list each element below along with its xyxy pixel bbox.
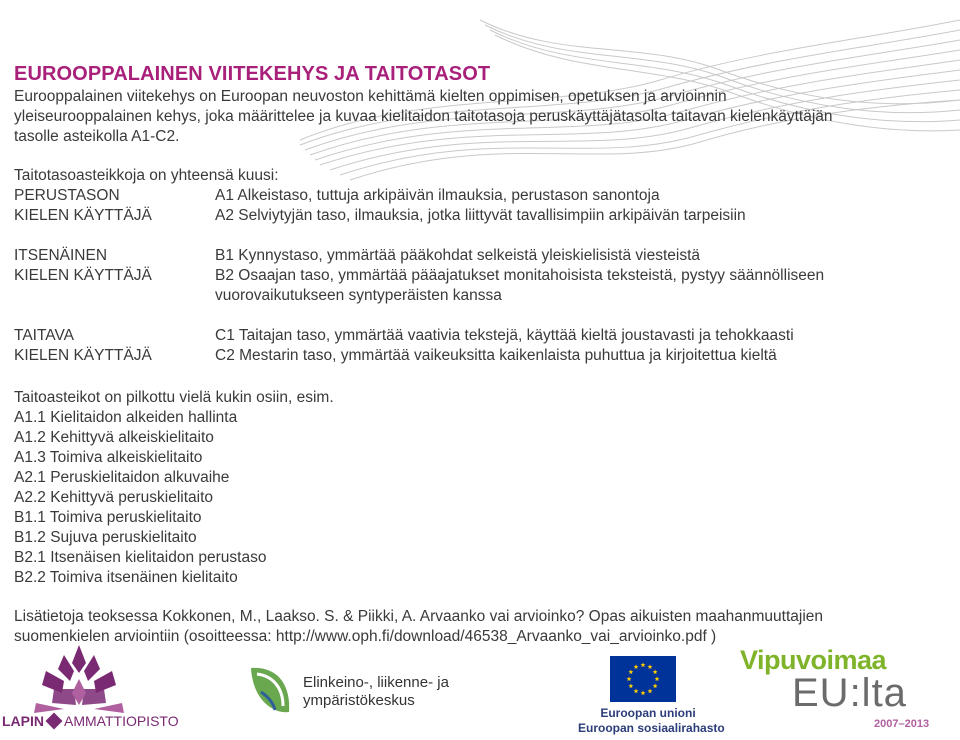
list-item: A2.2 Kehittyvä peruskielitaito [14, 489, 214, 506]
level-desc-independent [215, 246, 824, 306]
vipuvoimaa-subtitle: EU:lta [792, 671, 907, 715]
level-desc-basic [215, 186, 746, 226]
level-desc-line: B2 Osaajan taso, ymmärtää pääajatukset monitahoisista teksteistä, pystyy säännölliseen [215, 267, 825, 284]
lapin-word1: LAPIN [2, 713, 44, 729]
level-desc-line: vuorovaikutukseen syntyperäisten kanssa [215, 287, 502, 304]
level-desc-line: A2 Selviytyjän taso, ilmauksia, jotka liittyvät tavallisimpiin arkipäivän tarpeisiin [215, 207, 746, 224]
level-group-independent [14, 246, 152, 286]
level-group-label: PERUSTASON [14, 187, 120, 204]
scale-intro: Taitotasoasteikkoja on yhteensä kuusi: [14, 167, 279, 184]
eu-flag-icon [610, 656, 676, 702]
reference-line: suomenkielen arviointiin (osoitteessa: http://www.oph.fi/download/46538_Arvaanko_vai_arvioinko.pdf ) [14, 628, 717, 645]
list-item: A1.3 Toimiva alkeiskielitaito [14, 449, 203, 466]
vipuvoimaa-years: 2007–2013 [874, 718, 930, 730]
ely-keskus-logo [245, 662, 465, 722]
level-desc-proficient [215, 326, 794, 366]
level-desc-line: C1 Taitajan taso, ymmärtää vaativia tekstejä, käyttää kieltä joustavasti ja tehokkaasti [215, 327, 794, 344]
eu-name-line: Euroopan sosiaalirahasto [578, 721, 725, 735]
list-item: B2.2 Toimiva itsenäinen kielitaito [14, 569, 238, 586]
page-title: EUROOPPALAINEN VIITEKEHYS JA TAITOTASOT [14, 63, 491, 85]
list-item: B1.2 Sujuva peruskielitaito [14, 529, 197, 546]
level-group-proficient [14, 326, 152, 366]
list-item: B1.1 Toimiva peruskielitaito [14, 509, 202, 526]
level-group-label: KIELEN KÄYTTÄJÄ [14, 347, 152, 364]
vipuvoimaa-title: Vipuvoimaa [740, 645, 887, 675]
intro-line: Eurooppalainen viitekehys on Euroopan neuvoston kehittämä kielten oppimisen, opetuksen ja arvioinnin [14, 88, 727, 105]
ely-name-line: ympäristökeskus [303, 692, 415, 709]
level-desc-line: A1 Alkeistaso, tuttuja arkipäivän ilmauksia, perustason sanontoja [215, 187, 660, 204]
eu-name-line: Euroopan unioni [600, 706, 696, 720]
level-desc-line: C2 Mestarin taso, ymmärtää vaikeuksitta kaikenlaista puhuttua ja kirjoitettua kieltä [215, 347, 777, 364]
lapin-flower-icon [24, 645, 134, 715]
level-group-basic [14, 186, 152, 226]
level-group-label: KIELEN KÄYTTÄJÄ [14, 267, 152, 284]
level-group-label: ITSENÄINEN [14, 247, 108, 264]
level-group-label: TAITAVA [14, 327, 74, 344]
list-item: A2.1 Peruskielitaidon alkuvaihe [14, 469, 230, 486]
eu-logo [578, 656, 725, 740]
reference-line: Lisätietoja teoksessa Kokkonen, M., Laakso. S. & Piikki, A. Arvaanko vai arvioinko? Opas aikuisten maahanmuuttajien [14, 608, 824, 625]
vipuvoimaa-logo [740, 645, 940, 737]
sublevel-list [14, 388, 334, 588]
intro-line: tasolle asteikolla A1-C2. [14, 128, 180, 145]
ely-leaf-icon [245, 662, 297, 718]
level-desc-line: B1 Kynnystaso, ymmärtää pääkohdat selkeistä yleiskielisistä viesteistä [215, 247, 701, 264]
ely-name-line: Elinkeino-, liikenne- ja [303, 674, 449, 691]
reference-note [14, 607, 823, 647]
intro-paragraph [14, 87, 833, 147]
list-item: A1.2 Kehittyvä alkeiskielitaito [14, 429, 214, 446]
level-group-label: KIELEN KÄYTTÄJÄ [14, 207, 152, 224]
sublevel-intro: Taitoasteikot on pilkottu vielä kukin osiin, esim. [14, 389, 334, 406]
lapin-word2: AMMATTIOPISTO [64, 713, 179, 729]
list-item: B2.1 Itsenäisen kielitaidon perustaso [14, 549, 267, 566]
lapin-ammattiopisto-logo [0, 645, 200, 735]
intro-line: yleiseurooppalainen kehys, joka määrittelee ja kuvaa kielitaidon taitotasoja peruskäyttäjätasolta taitavan kielenkäyttäjän [14, 108, 833, 125]
lapin-diamond-icon [46, 713, 63, 730]
list-item: A1.1 Kielitaidon alkeiden hallinta [14, 409, 238, 426]
